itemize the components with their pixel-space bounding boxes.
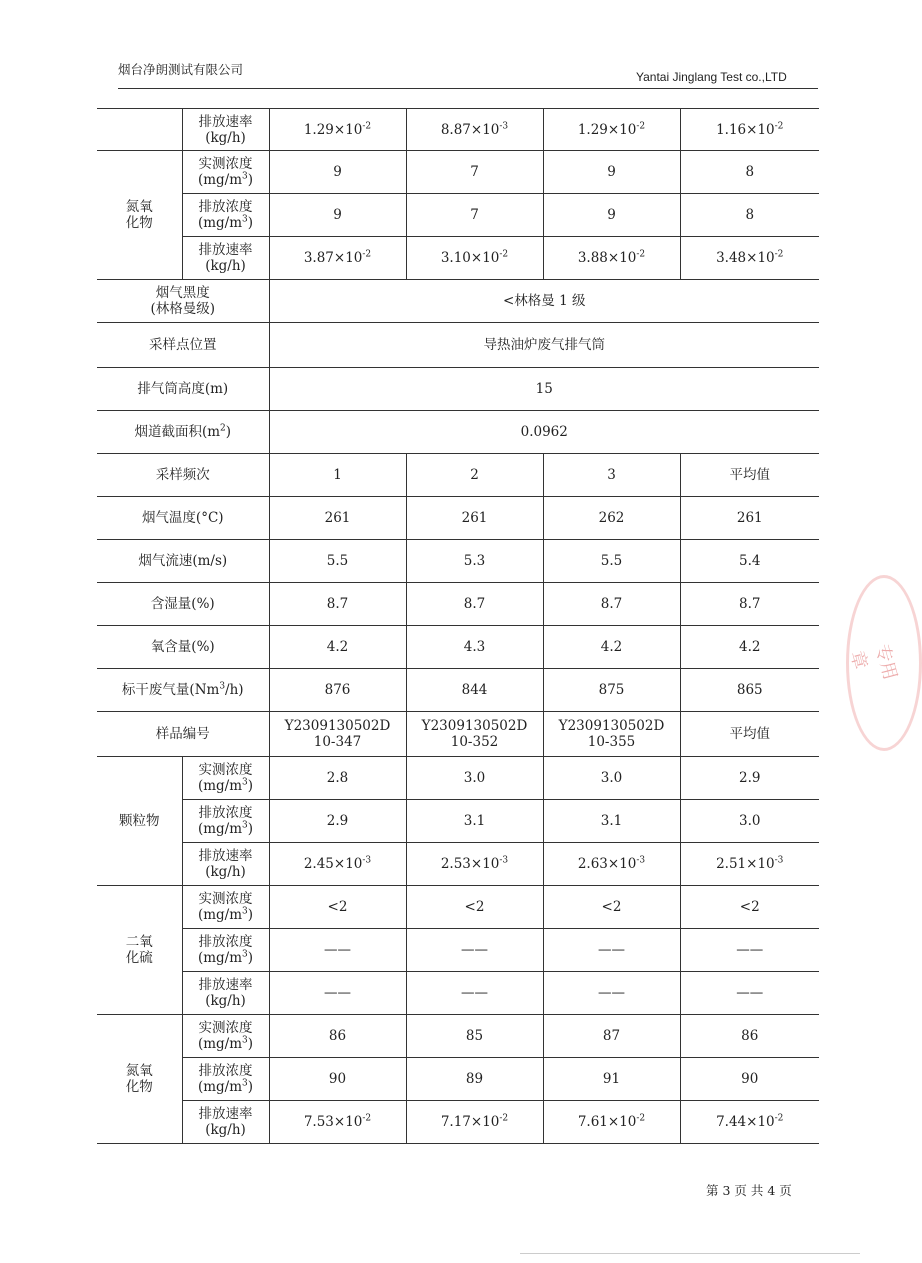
value-cell: 2.9 (269, 800, 406, 843)
param-label: 标干废气量(Nm$^3$/h) (97, 669, 269, 712)
param-label: 排放速率 (kg/h) (182, 972, 269, 1015)
value-cell: 85 (406, 1015, 543, 1058)
dash-cell: —— (543, 972, 680, 1015)
table-row (97, 368, 819, 411)
value-cell: <2 (680, 886, 819, 929)
value-cell: $1.29\times 10^{-2}$ (543, 109, 680, 151)
column-header: 1 (269, 454, 406, 497)
column-header: 3 (543, 454, 680, 497)
value-cell: 876 (269, 669, 406, 712)
table-row (97, 669, 819, 712)
param-label: 烟气流速(m/s) (97, 540, 269, 583)
value-cell: 3.1 (406, 800, 543, 843)
table-row (97, 1058, 819, 1101)
value-cell: <2 (269, 886, 406, 929)
value-cell: 261 (406, 497, 543, 540)
param-label: 样品编号 (97, 712, 269, 757)
table-row (97, 712, 819, 757)
param-label: 烟气温度(°C) (97, 497, 269, 540)
company-name-cn: 烟台净朗测试有限公司 (118, 62, 244, 77)
param-label: 排放浓度 $(mg/m^3)$ (182, 194, 269, 237)
value-cell: 7 (406, 151, 543, 194)
value-cell: 262 (543, 497, 680, 540)
param-label: 排气筒高度(m) (97, 368, 269, 411)
group-label-pm: 颗粒物 (97, 757, 182, 886)
value-cell: 7 (406, 194, 543, 237)
table-row (97, 1015, 819, 1058)
param-label: 烟道截面积$(m^2)$ (97, 411, 269, 454)
value-cell: 4.2 (543, 626, 680, 669)
value-cell: $2.63\times 10^{-3}$ (543, 843, 680, 886)
value-cell: 3.0 (543, 757, 680, 800)
value-cell: $7.61\times 10^{-2}$ (543, 1101, 680, 1144)
param-label: 排放速率 (kg/h) (182, 843, 269, 886)
table-row (97, 886, 819, 929)
value-cell: 导热油炉废气排气筒 (269, 323, 819, 368)
value-cell: 0.0962 (269, 411, 819, 454)
value-cell: 5.5 (543, 540, 680, 583)
value-cell: $3.48\times 10^{-2}$ (680, 237, 819, 280)
dash-cell: —— (269, 972, 406, 1015)
table-row (97, 583, 819, 626)
table-row (97, 972, 819, 1015)
table-row (97, 497, 819, 540)
table-row (97, 454, 819, 497)
value-cell: $7.17\times 10^{-2}$ (406, 1101, 543, 1144)
column-header: 平均值 (680, 454, 819, 497)
dash-cell: —— (406, 929, 543, 972)
value-cell: 2.9 (680, 757, 819, 800)
param-label: 排放速率 (kg/h) (182, 237, 269, 280)
group-label-nox: 氮氧 化物 (97, 1015, 182, 1144)
sample-id-cell: Y2309130502D 10-347 (269, 712, 406, 757)
dash-cell: —— (269, 929, 406, 972)
table-row (97, 1101, 819, 1144)
value-cell: 8 (680, 194, 819, 237)
param-label: 排放浓度 $(mg/m^3)$ (182, 1058, 269, 1101)
param-label: 实测浓度 $(mg/m^3)$ (182, 1015, 269, 1058)
value-cell: 9 (543, 151, 680, 194)
param-label: 实测浓度 $(mg/m^3)$ (182, 757, 269, 800)
group-cell-continued (97, 109, 182, 151)
param-label: 排放速率 (kg/h) (182, 109, 269, 151)
company-name-en: Yantai Jinglang Test co.,LTD (636, 70, 787, 84)
page-number: 第 3 页 共 4 页 (706, 1183, 792, 1198)
value-cell: 3.0 (406, 757, 543, 800)
table-row (97, 194, 819, 237)
value-cell: <2 (406, 886, 543, 929)
param-label: 实测浓度 $(mg/m^3)$ (182, 886, 269, 929)
table-row (97, 843, 819, 886)
param-label: 采样频次 (97, 454, 269, 497)
value-cell: 9 (543, 194, 680, 237)
value-cell: 8.7 (406, 583, 543, 626)
value-cell: 87 (543, 1015, 680, 1058)
column-header: 2 (406, 454, 543, 497)
value-cell: 5.5 (269, 540, 406, 583)
value-cell: $7.44\times 10^{-2}$ (680, 1101, 819, 1144)
param-label: 烟气黑度 (林格曼级) (97, 280, 269, 323)
value-cell: $1.16\times 10^{-2}$ (680, 109, 819, 151)
table-row (97, 237, 819, 280)
value-cell: <2 (543, 886, 680, 929)
value-cell: 15 (269, 368, 819, 411)
param-label: 排放浓度 $(mg/m^3)$ (182, 800, 269, 843)
dash-cell: —— (680, 929, 819, 972)
group-label-so2: 二氧 化硫 (97, 886, 182, 1015)
value-cell: 91 (543, 1058, 680, 1101)
value-cell: $1.29\times 10^{-2}$ (269, 109, 406, 151)
value-cell: 865 (680, 669, 819, 712)
value-cell: $2.53\times 10^{-3}$ (406, 843, 543, 886)
table-row (97, 109, 819, 151)
value-cell: 8.7 (543, 583, 680, 626)
sample-id-cell: Y2309130502D 10-352 (406, 712, 543, 757)
seal-text: 专用章 (845, 641, 901, 683)
value-cell: 4.2 (269, 626, 406, 669)
value-cell: 86 (269, 1015, 406, 1058)
value-cell: 4.3 (406, 626, 543, 669)
dash-cell: —— (680, 972, 819, 1015)
value-cell: 90 (269, 1058, 406, 1101)
value-cell: $8.87\times 10^{-3}$ (406, 109, 543, 151)
param-label: 实测浓度 $(mg/m^3)$ (182, 151, 269, 194)
param-label: 排放浓度 $(mg/m^3)$ (182, 929, 269, 972)
param-label: 含湿量(%) (97, 583, 269, 626)
emission-table (97, 108, 819, 1144)
value-cell: $2.45\times 10^{-3}$ (269, 843, 406, 886)
table-row (97, 800, 819, 843)
table-row (97, 323, 819, 368)
value-cell: 9 (269, 194, 406, 237)
column-header: 平均值 (680, 712, 819, 757)
value-cell: 8 (680, 151, 819, 194)
value-cell: 86 (680, 1015, 819, 1058)
value-cell: 4.2 (680, 626, 819, 669)
value-cell: $7.53\times 10^{-2}$ (269, 1101, 406, 1144)
value-cell: $3.88\times 10^{-2}$ (543, 237, 680, 280)
header-rule (118, 88, 818, 89)
table-row (97, 411, 819, 454)
value-cell: 875 (543, 669, 680, 712)
param-label: 采样点位置 (97, 323, 269, 368)
value-cell: 5.4 (680, 540, 819, 583)
value-cell: 8.7 (680, 583, 819, 626)
value-cell: 3.1 (543, 800, 680, 843)
table-row (97, 929, 819, 972)
table-row (97, 151, 819, 194)
table-row (97, 540, 819, 583)
value-cell: 3.0 (680, 800, 819, 843)
value-cell: <林格曼 1 级 (269, 280, 819, 323)
value-cell: $3.10\times 10^{-2}$ (406, 237, 543, 280)
value-cell: $3.87\times 10^{-2}$ (269, 237, 406, 280)
dash-cell: —— (543, 929, 680, 972)
sample-id-cell: Y2309130502D 10-355 (543, 712, 680, 757)
table-row (97, 280, 819, 323)
dash-cell: —— (406, 972, 543, 1015)
value-cell: 261 (680, 497, 819, 540)
value-cell: 5.3 (406, 540, 543, 583)
table-row (97, 626, 819, 669)
value-cell: 8.7 (269, 583, 406, 626)
value-cell: $2.51\times 10^{-3}$ (680, 843, 819, 886)
table-row (97, 757, 819, 800)
param-label: 氧含量(%) (97, 626, 269, 669)
param-label: 排放速率 (kg/h) (182, 1101, 269, 1144)
value-cell: 261 (269, 497, 406, 540)
value-cell: 9 (269, 151, 406, 194)
value-cell: 89 (406, 1058, 543, 1101)
bottom-rule (520, 1253, 860, 1254)
value-cell: 90 (680, 1058, 819, 1101)
group-label-nox: 氮氧 化物 (97, 151, 182, 280)
value-cell: 2.8 (269, 757, 406, 800)
value-cell: 844 (406, 669, 543, 712)
